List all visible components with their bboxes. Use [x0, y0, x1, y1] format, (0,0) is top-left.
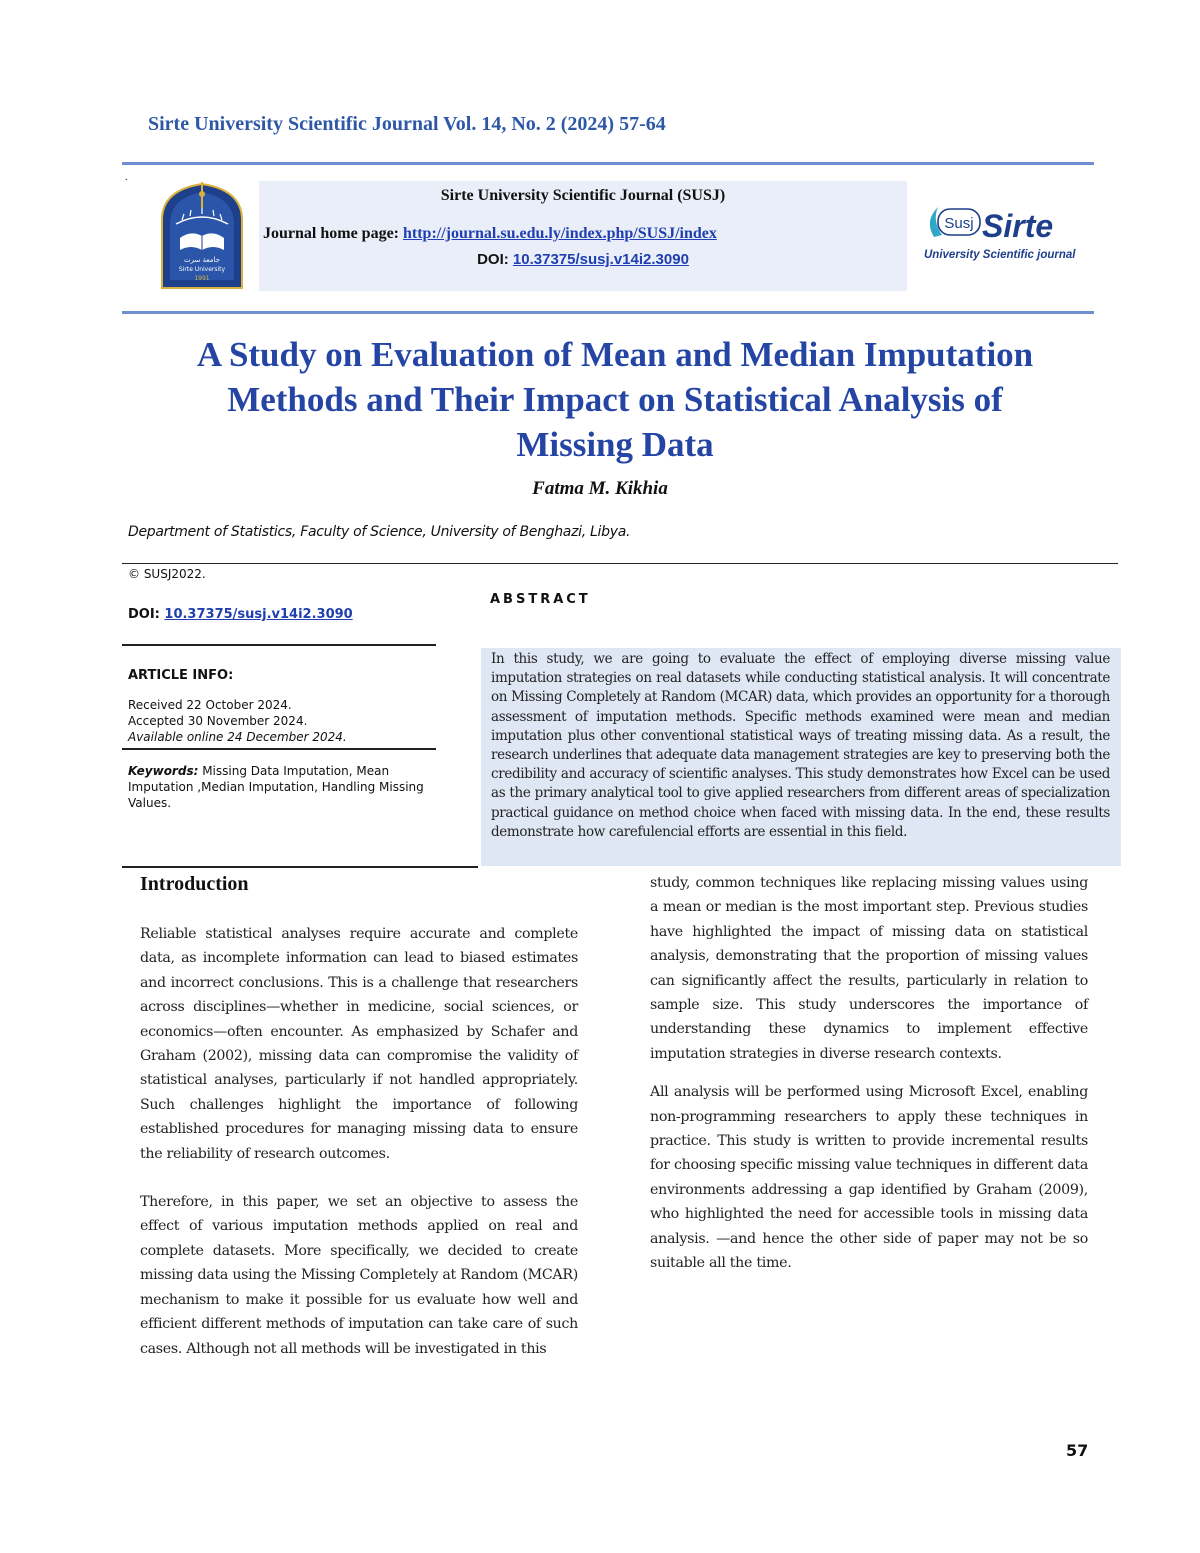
article-info-heading: ARTICLE INFO:	[128, 668, 234, 683]
doi-link[interactable]: 10.37375/susj.v14i2.3090	[512, 251, 689, 268]
article-info-top-rule	[122, 644, 436, 646]
header-top-rule	[122, 162, 1094, 165]
susj-logo-icon	[922, 195, 1087, 265]
article-info-mid-rule	[122, 748, 436, 750]
logo-susj-text: Susj	[944, 215, 974, 232]
author-affiliation: Department of Statistics, Faculty of Science, University of Benghazi, Libya.	[128, 524, 631, 540]
abstract-box	[481, 648, 1121, 866]
title-line: Missing Data	[516, 425, 714, 464]
header-bottom-rule	[122, 311, 1094, 314]
body-paragraph: All analysis will be performed using Microsoft Excel, enabling non-programming researchers to apply these techniques in practice. This study is written to provide incremental results for choosing specific missing value techniques in different data environments addressing a gap identified by Graham (2009), who highlighted the need for accessible tools in missing data analysis. —and hence the other side of paper may not be so suitable all the time.	[650, 1084, 1088, 1272]
logo-sirte-text: Sirte	[982, 208, 1054, 244]
body-column-right	[650, 871, 1088, 1276]
received-date: Received 22 October 2024.	[128, 698, 292, 712]
article-info-dates	[128, 697, 347, 745]
paper-title	[100, 332, 1130, 467]
article-doi-link[interactable]: 10.37375/susj.v14i2.3090	[164, 607, 353, 622]
sirte-university-seal-icon	[160, 180, 244, 290]
doi-label: DOI:	[477, 251, 513, 268]
journal-info-box	[259, 181, 907, 291]
title-line: A Study on Evaluation of Mean and Median Imputation	[196, 335, 1034, 374]
logo-tagline-text: University Scientific journal	[924, 249, 1076, 261]
body-column-left	[140, 922, 578, 1361]
header-dot: .	[125, 172, 128, 183]
seal-arabic-text: جامعة سرت	[184, 256, 220, 264]
article-doi	[128, 607, 353, 622]
accepted-date: Accepted 30 November 2024.	[128, 714, 308, 728]
copyright-notice: © SUSJ2022.	[128, 567, 206, 581]
introduction-heading: Introduction	[140, 873, 249, 895]
author-name: Fatma M. Kikhia	[532, 478, 668, 499]
seal-english-text: Sirte University	[178, 266, 226, 273]
keywords-list: Missing Data Imputation, Mean Imputation ,Median Imputation, Handling Missing Values.	[128, 764, 424, 810]
abstract-text: In this study, we are going to evaluate the effect of employing diverse missing value imputation strategies on real datasets while conducting statistical analysis. It will concentrate on Missing Completely at Random (MCAR) data, which provides an opportunity for a thorough assessment of imputation methods. Specific methods examined were mean and median imputation plus other conventional statistical ways of treating missing data. As a result, the research underlines that adequate data management strategies are key to preserving both the credibility and accuracy of scientific analyses. This study demonstrates how Excel can be used as the primary analytical tool to give applied researchers from different areas of specialization practical guidance on method choice when faced with missing data. In the end, these results demonstrate how carefulencial efforts are essential in this field.	[491, 651, 1110, 840]
title-line: Methods and Their Impact on Statistical Analysis of	[227, 380, 1003, 419]
metadata-top-rule	[122, 563, 1118, 564]
abstract-heading: ABSTRACT	[490, 592, 591, 607]
seal-year-text: 1991	[194, 275, 210, 282]
article-info-bottom-rule	[122, 866, 478, 868]
journal-name: Sirte University Scientific Journal (SUSJ)	[440, 187, 726, 204]
page-number: 57	[1066, 1441, 1089, 1460]
available-date: Available online 24 December 2024.	[128, 730, 347, 744]
homepage-link[interactable]: http://journal.su.edu.ly/index.php/SUSJ/index	[403, 225, 717, 242]
keywords-label: Keywords:	[128, 764, 199, 778]
running-head: Sirte University Scientific Journal Vol. 14, No. 2 (2024) 57-64	[148, 113, 666, 135]
journal-homepage-line	[263, 225, 717, 243]
homepage-label: Journal home page:	[263, 225, 403, 242]
body-paragraph: Therefore, in this paper, we set an objective to assess the effect of various imputation methods applied on real and complete datasets. More specifically, we decided to create missing data using the Missing Completely at Random (MCAR) mechanism to make it possible for us evaluate how well and efficient different methods of imputation can take care of such cases. Although not all methods will be investigated in this	[140, 1194, 578, 1357]
keywords	[128, 763, 428, 811]
journal-doi-line	[259, 251, 907, 268]
body-paragraph: study, common techniques like replacing missing values using a mean or median is the most important step. Previous studies have highlighted the impact of missing data on statistical analysis, demonstrating that the proportion of missing values can significantly affect the results, particularly in relation to sample size. This study underscores the importance of understanding these dynamics to implement effective imputation strategies in diverse research contexts.	[650, 875, 1088, 1062]
body-paragraph: Reliable statistical analyses require accurate and complete data, as incomplete information can lead to biased estimates and incorrect conclusions. This is a challenge that researchers across disciplines—whether in medicine, social sciences, or economics—often encounter. As emphasized by Schafer and Graham (2002), missing data can compromise the validity of statistical analyses, particularly if not handled appropriately. Such challenges highlight the importance of following established procedures for managing missing data to ensure the reliability of research outcomes.	[140, 926, 578, 1162]
article-doi-label: DOI:	[128, 607, 165, 622]
